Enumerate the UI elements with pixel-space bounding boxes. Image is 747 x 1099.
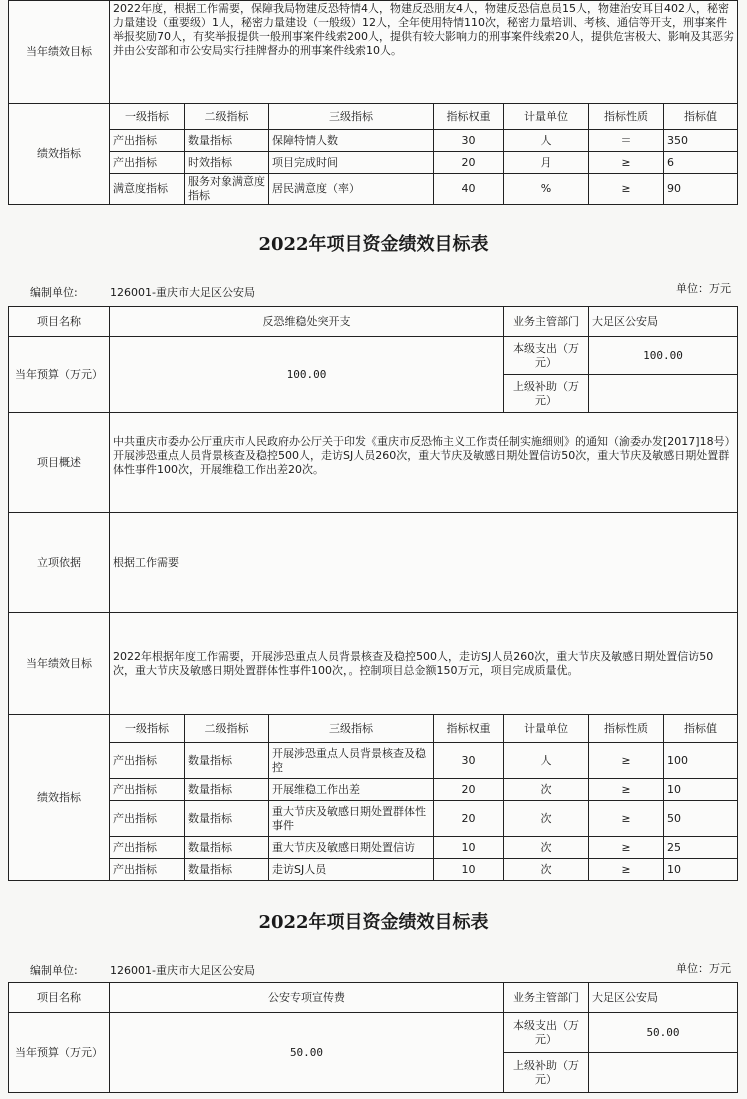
cell: 数量指标 xyxy=(185,801,269,837)
name-value: 公安专项宣传费 xyxy=(110,983,504,1013)
goal-label: 当年绩效目标 xyxy=(9,613,110,715)
perf-label: 绩效指标 xyxy=(9,104,110,205)
name-label: 项目名称 xyxy=(9,983,110,1013)
cell: 30 xyxy=(434,743,504,779)
basis-text: 根据工作需要 xyxy=(110,513,738,613)
header-cell: 二级指标 xyxy=(185,715,269,743)
dept-label: 业务主管部门 xyxy=(504,983,589,1013)
cell: 次 xyxy=(504,859,589,881)
cell: 25 xyxy=(664,837,738,859)
cell: 10 xyxy=(664,779,738,801)
cell: 6 xyxy=(664,152,738,174)
cell: 350 xyxy=(664,130,738,152)
top-goals-table xyxy=(8,0,738,205)
cell: ≥ xyxy=(589,174,664,205)
unit-value: 126001-重庆市大足区公安局 xyxy=(110,964,255,977)
dept-value: 大足区公安局 xyxy=(589,307,738,337)
cell: 重大节庆及敏感日期处置信访 xyxy=(269,837,434,859)
cell: 产出指标 xyxy=(110,859,185,881)
project-goals-table xyxy=(8,306,738,881)
cell: 居民满意度（率） xyxy=(269,174,434,205)
cell: 10 xyxy=(434,837,504,859)
cell: 90 xyxy=(664,174,738,205)
budget-label: 当年预算（万元） xyxy=(9,1013,110,1093)
project-goals-table-2 xyxy=(8,982,738,1093)
goal-text: 2022年度，根据工作需要，保障我局物建反恐特情4人，物建反恐朋友4人，物建反恐信息员15人，物建治安耳目402人，秘密力量建设（重要级）1人，秘密力量建设（一般级）12人，全年使用特情110次，秘密力量培训、考核、通信等开支，刑事案件举报奖励70人，有奖举报提供一般刑事案件线索200人，提供有较大影响力的刑事案件线索20人，提供危害极大、影响及其恶劣并由公安部和市公安局实行挂牌督办的刑事案件线索10人。 xyxy=(110,1,738,104)
upper-value xyxy=(589,375,738,413)
cell: 产出指标 xyxy=(110,801,185,837)
cell: ≥ xyxy=(589,779,664,801)
table-row xyxy=(9,174,738,205)
header-cell: 二级指标 xyxy=(185,104,269,130)
cell: 次 xyxy=(504,779,589,801)
dept-value: 大足区公安局 xyxy=(589,983,738,1013)
unit-label: 编制单位: xyxy=(30,964,78,977)
header-cell: 指标权重 xyxy=(434,104,504,130)
cell: 产出指标 xyxy=(110,152,185,174)
name-value: 反恐维稳处突开支 xyxy=(110,307,504,337)
cell: ≥ xyxy=(589,859,664,881)
table-row xyxy=(9,743,738,779)
cell: 10 xyxy=(434,859,504,881)
budget-value: 50.00 xyxy=(110,1013,504,1093)
form-title: 2022年项目资金绩效目标表 xyxy=(258,234,489,255)
own-label: 本级支出（万元） xyxy=(504,337,589,375)
goal-label: 当年绩效目标 xyxy=(9,1,110,104)
upper-value xyxy=(589,1053,738,1093)
cell: 次 xyxy=(504,801,589,837)
cell: 数量指标 xyxy=(185,743,269,779)
cell: ≥ xyxy=(589,801,664,837)
basis-label: 立项依据 xyxy=(9,513,110,613)
cell: 产出指标 xyxy=(110,130,185,152)
cell: 数量指标 xyxy=(185,837,269,859)
cell: 开展维稳工作出差 xyxy=(269,779,434,801)
cell: ≥ xyxy=(589,837,664,859)
cell: % xyxy=(504,174,589,205)
header-cell: 一级指标 xyxy=(110,104,185,130)
header-cell: 指标值 xyxy=(664,104,738,130)
table-row xyxy=(9,801,738,837)
overview-text: 中共重庆市委办公厅重庆市人民政府办公厅关于印发《重庆市反恐怖主义工作责任制实施细则》的通知（渝委办发[2017]18号）开展涉恐重点人员背景核查及稳控500人，走访SJ人员260次，重大节庆及敏感日期处置信访50次，重大节庆及敏感日期处置群体性事件100次，开展维稳工作出差20次。 xyxy=(110,413,738,513)
own-value: 50.00 xyxy=(589,1013,738,1053)
header-cell: 指标性质 xyxy=(589,715,664,743)
header-cell: 指标值 xyxy=(664,715,738,743)
cell: 50 xyxy=(664,801,738,837)
header-cell: 三级指标 xyxy=(269,104,434,130)
cell: 20 xyxy=(434,152,504,174)
cell: 40 xyxy=(434,174,504,205)
upper-label: 上级补助（万元） xyxy=(504,375,589,413)
cell: 时效指标 xyxy=(185,152,269,174)
cell: 20 xyxy=(434,801,504,837)
unit-label: 编制单位: xyxy=(30,286,78,299)
cell: 项目完成时间 xyxy=(269,152,434,174)
cell: ＝ xyxy=(589,130,664,152)
cell: 100 xyxy=(664,743,738,779)
dept-label: 业务主管部门 xyxy=(504,307,589,337)
header-cell: 三级指标 xyxy=(269,715,434,743)
unit-value: 126001-重庆市大足区公安局 xyxy=(110,286,255,299)
cell: 月 xyxy=(504,152,589,174)
overview-label: 项目概述 xyxy=(9,413,110,513)
cell: 10 xyxy=(664,859,738,881)
own-label: 本级支出（万元） xyxy=(504,1013,589,1053)
cell: 人 xyxy=(504,743,589,779)
table-row xyxy=(9,130,738,152)
cell: 数量指标 xyxy=(185,130,269,152)
table-row xyxy=(9,837,738,859)
budget-value: 100.00 xyxy=(110,337,504,413)
cell: 数量指标 xyxy=(185,779,269,801)
cell: 保障特情人数 xyxy=(269,130,434,152)
cell: 走访SJ人员 xyxy=(269,859,434,881)
header-cell: 指标性质 xyxy=(589,104,664,130)
table-row xyxy=(9,779,738,801)
perf-label: 绩效指标 xyxy=(9,715,110,881)
header-cell: 计量单位 xyxy=(504,104,589,130)
cell: 30 xyxy=(434,130,504,152)
money-unit: 单位：万元 xyxy=(676,282,731,295)
header-cell: 计量单位 xyxy=(504,715,589,743)
header-cell: 指标权重 xyxy=(434,715,504,743)
cell: ≥ xyxy=(589,152,664,174)
cell: 重大节庆及敏感日期处置群体性事件 xyxy=(269,801,434,837)
own-value: 100.00 xyxy=(589,337,738,375)
form-title: 2022年项目资金绩效目标表 xyxy=(258,912,489,933)
header-cell: 一级指标 xyxy=(110,715,185,743)
cell: 产出指标 xyxy=(110,743,185,779)
cell: 开展涉恐重点人员背景核查及稳控 xyxy=(269,743,434,779)
table-row xyxy=(9,859,738,881)
cell: 次 xyxy=(504,837,589,859)
cell: 人 xyxy=(504,130,589,152)
goal-text: 2022年根据年度工作需要，开展涉恐重点人员背景核查及稳控500人，走访SJ人员260次，重大节庆及敏感日期处置信访50次，重大节庆及敏感日期处置群体性事件100次，。控制项目总金额150万元，项目完成质量优。 xyxy=(110,613,738,715)
cell: 产出指标 xyxy=(110,779,185,801)
name-label: 项目名称 xyxy=(9,307,110,337)
money-unit: 单位：万元 xyxy=(676,962,731,975)
upper-label: 上级补助（万元） xyxy=(504,1053,589,1093)
cell: 产出指标 xyxy=(110,837,185,859)
budget-label: 当年预算（万元） xyxy=(9,337,110,413)
cell: 满意度指标 xyxy=(110,174,185,205)
cell: ≥ xyxy=(589,743,664,779)
cell: 服务对象满意度指标 xyxy=(185,174,269,205)
table-row xyxy=(9,152,738,174)
cell: 数量指标 xyxy=(185,859,269,881)
cell: 20 xyxy=(434,779,504,801)
